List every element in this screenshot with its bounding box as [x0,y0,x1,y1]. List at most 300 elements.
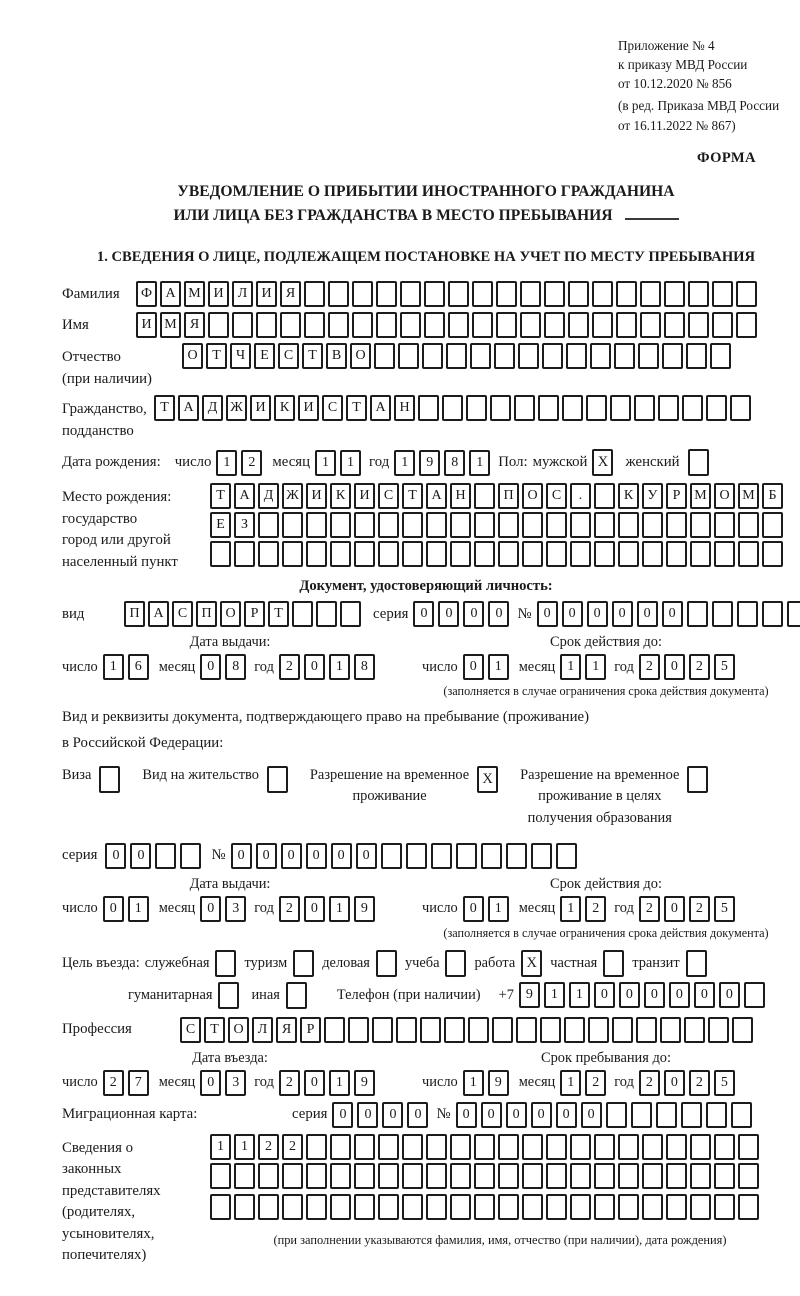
char-cell[interactable] [208,312,229,338]
char-cell[interactable] [456,843,477,869]
char-cell[interactable] [618,1163,639,1189]
char-cell[interactable]: М [184,281,205,307]
char-cell[interactable]: 2 [241,450,262,476]
char-cell[interactable] [514,395,535,421]
char-cell[interactable] [424,312,445,338]
char-cell[interactable]: О [350,343,371,369]
char-cell[interactable]: 0 [103,896,124,922]
char-cell[interactable]: 8 [444,450,465,476]
char-cell[interactable] [706,1102,727,1128]
char-cell[interactable] [666,1134,687,1160]
char-cell[interactable]: Ч [230,343,251,369]
char-cell[interactable]: Р [300,1017,321,1043]
char-cell[interactable]: 2 [689,1070,710,1096]
char-cell[interactable] [762,512,783,538]
char-cell[interactable]: 0 [331,843,352,869]
char-cell[interactable]: 0 [644,982,665,1008]
char-cell[interactable] [402,1163,423,1189]
char-cell[interactable]: 0 [256,843,277,869]
char-cell[interactable]: 1 [234,1134,255,1160]
char-cell[interactable] [450,541,471,567]
char-cell[interactable] [378,541,399,567]
char-cell[interactable] [354,1134,375,1160]
char-cell[interactable]: 0 [306,843,327,869]
char-cell[interactable]: 8 [354,654,375,680]
char-cell[interactable]: 0 [581,1102,602,1128]
char-cell[interactable]: 0 [304,896,325,922]
char-cell[interactable]: 2 [689,654,710,680]
char-cell[interactable] [664,312,685,338]
char-cell[interactable]: Т [402,483,423,509]
char-cell[interactable]: 0 [200,654,221,680]
char-cell[interactable]: Т [206,343,227,369]
char-cell[interactable] [642,1163,663,1189]
char-cell[interactable]: Д [258,483,279,509]
char-cell[interactable] [426,1163,447,1189]
char-cell[interactable] [606,1102,627,1128]
char-cell[interactable] [468,1017,489,1043]
char-cell[interactable]: 2 [639,654,660,680]
char-cell[interactable] [506,843,527,869]
char-cell[interactable] [736,312,757,338]
char-cell[interactable]: 1 [585,654,606,680]
char-cell[interactable]: 0 [463,601,484,627]
char-cell[interactable]: 3 [225,1070,246,1096]
char-cell[interactable] [498,512,519,538]
char-cell[interactable] [684,1017,705,1043]
char-cell[interactable]: 1 [488,896,509,922]
char-cell[interactable]: 1 [103,654,124,680]
char-cell[interactable] [594,541,615,567]
char-cell[interactable] [258,1163,279,1189]
char-cell[interactable] [304,312,325,338]
char-cell[interactable]: И [354,483,375,509]
char-cell[interactable] [522,1194,543,1220]
char-cell[interactable]: Я [184,312,205,338]
char-cell[interactable]: Т [204,1017,225,1043]
char-cell[interactable]: С [172,601,193,627]
char-cell[interactable]: У [642,483,663,509]
char-cell[interactable] [688,281,709,307]
char-cell[interactable] [490,395,511,421]
char-cell[interactable]: 1 [469,450,490,476]
char-cell[interactable] [522,1134,543,1160]
char-cell[interactable] [306,541,327,567]
char-cell[interactable]: Р [244,601,265,627]
char-cell[interactable] [690,1194,711,1220]
char-cell[interactable]: 0 [456,1102,477,1128]
char-cell[interactable] [690,541,711,567]
char-cell[interactable] [594,1194,615,1220]
char-cell[interactable]: 2 [689,896,710,922]
char-cell[interactable]: Н [450,483,471,509]
char-cell[interactable]: 3 [225,896,246,922]
char-cell[interactable]: П [498,483,519,509]
char-cell[interactable] [618,1194,639,1220]
char-cell[interactable]: К [330,483,351,509]
char-cell[interactable] [474,1163,495,1189]
char-cell[interactable] [376,312,397,338]
char-cell[interactable]: С [278,343,299,369]
char-cell[interactable]: 1 [544,982,565,1008]
char-cell[interactable] [664,281,685,307]
char-cell[interactable] [402,1134,423,1160]
char-cell[interactable] [542,343,563,369]
char-cell[interactable] [762,601,783,627]
char-cell[interactable]: 1 [560,654,581,680]
char-cell[interactable] [732,1017,753,1043]
char-cell[interactable] [612,1017,633,1043]
char-cell[interactable]: 0 [438,601,459,627]
char-cell[interactable] [448,312,469,338]
char-cell[interactable]: 6 [128,654,149,680]
char-cell[interactable]: И [256,281,277,307]
char-cell[interactable] [378,1163,399,1189]
purpose-other-checkbox[interactable] [286,982,307,1009]
char-cell[interactable]: О [182,343,203,369]
char-cell[interactable] [398,343,419,369]
char-cell[interactable]: 2 [103,1070,124,1096]
char-cell[interactable] [496,281,517,307]
char-cell[interactable] [708,1017,729,1043]
char-cell[interactable] [706,395,727,421]
char-cell[interactable]: И [250,395,271,421]
char-cell[interactable] [330,1163,351,1189]
char-cell[interactable] [256,312,277,338]
char-cell[interactable] [472,281,493,307]
char-cell[interactable]: С [180,1017,201,1043]
char-cell[interactable] [450,512,471,538]
char-cell[interactable] [714,1194,735,1220]
char-cell[interactable] [232,312,253,338]
char-cell[interactable] [406,843,427,869]
temp-residence-education-checkbox[interactable] [687,766,708,793]
char-cell[interactable]: О [220,601,241,627]
char-cell[interactable] [424,281,445,307]
char-cell[interactable]: С [546,483,567,509]
char-cell[interactable]: 9 [354,896,375,922]
char-cell[interactable] [690,512,711,538]
char-cell[interactable] [450,1194,471,1220]
char-cell[interactable] [681,1102,702,1128]
char-cell[interactable] [544,281,565,307]
char-cell[interactable] [376,281,397,307]
char-cell[interactable]: Т [302,343,323,369]
female-checkbox[interactable] [688,449,709,476]
char-cell[interactable] [738,1134,759,1160]
char-cell[interactable] [472,312,493,338]
purpose-business-checkbox[interactable] [376,950,397,977]
char-cell[interactable] [520,281,541,307]
char-cell[interactable] [531,843,552,869]
char-cell[interactable]: 2 [279,1070,300,1096]
char-cell[interactable] [738,541,759,567]
char-cell[interactable]: Ф [136,281,157,307]
char-cell[interactable] [498,1194,519,1220]
char-cell[interactable]: Т [154,395,175,421]
char-cell[interactable] [498,1134,519,1160]
char-cell[interactable] [562,395,583,421]
char-cell[interactable] [324,1017,345,1043]
char-cell[interactable] [330,1194,351,1220]
char-cell[interactable] [688,312,709,338]
char-cell[interactable] [330,541,351,567]
char-cell[interactable] [642,512,663,538]
char-cell[interactable]: 0 [200,1070,221,1096]
char-cell[interactable] [610,395,631,421]
char-cell[interactable]: 1 [329,896,350,922]
char-cell[interactable]: 9 [354,1070,375,1096]
char-cell[interactable] [590,343,611,369]
char-cell[interactable] [496,312,517,338]
char-cell[interactable] [762,541,783,567]
char-cell[interactable] [540,1017,561,1043]
char-cell[interactable] [426,541,447,567]
char-cell[interactable] [210,541,231,567]
char-cell[interactable] [660,1017,681,1043]
char-cell[interactable] [348,1017,369,1043]
char-cell[interactable]: 0 [587,601,608,627]
char-cell[interactable] [422,343,443,369]
char-cell[interactable] [180,843,201,869]
char-cell[interactable] [522,1163,543,1189]
char-cell[interactable] [474,1134,495,1160]
char-cell[interactable]: 0 [356,843,377,869]
char-cell[interactable] [714,1134,735,1160]
char-cell[interactable]: Я [280,281,301,307]
char-cell[interactable] [234,1194,255,1220]
char-cell[interactable]: 0 [664,1070,685,1096]
char-cell[interactable] [378,512,399,538]
char-cell[interactable] [352,312,373,338]
char-cell[interactable] [282,541,303,567]
char-cell[interactable] [372,1017,393,1043]
char-cell[interactable]: 5 [714,654,735,680]
char-cell[interactable]: 0 [669,982,690,1008]
char-cell[interactable] [568,281,589,307]
char-cell[interactable] [258,541,279,567]
char-cell[interactable]: 0 [506,1102,527,1128]
char-cell[interactable]: 0 [719,982,740,1008]
char-cell[interactable]: С [322,395,343,421]
char-cell[interactable] [448,281,469,307]
char-cell[interactable] [618,541,639,567]
char-cell[interactable] [354,541,375,567]
char-cell[interactable] [354,1194,375,1220]
char-cell[interactable]: Т [346,395,367,421]
char-cell[interactable] [730,395,751,421]
char-cell[interactable]: И [208,281,229,307]
temp-residence-checkbox[interactable]: X [477,766,498,793]
char-cell[interactable]: 2 [282,1134,303,1160]
char-cell[interactable] [636,1017,657,1043]
char-cell[interactable] [474,483,495,509]
char-cell[interactable]: 2 [585,896,606,922]
char-cell[interactable] [546,1163,567,1189]
char-cell[interactable]: 1 [569,982,590,1008]
visa-checkbox[interactable] [99,766,120,793]
char-cell[interactable] [354,1163,375,1189]
purpose-private-checkbox[interactable] [603,950,624,977]
char-cell[interactable]: 2 [279,654,300,680]
char-cell[interactable]: И [136,312,157,338]
char-cell[interactable]: К [618,483,639,509]
char-cell[interactable] [210,1194,231,1220]
char-cell[interactable] [446,343,467,369]
char-cell[interactable] [306,1194,327,1220]
char-cell[interactable] [712,601,733,627]
char-cell[interactable] [280,312,301,338]
char-cell[interactable] [306,1134,327,1160]
char-cell[interactable]: 0 [637,601,658,627]
char-cell[interactable] [738,1163,759,1189]
char-cell[interactable] [687,601,708,627]
char-cell[interactable] [210,1163,231,1189]
char-cell[interactable]: 5 [714,1070,735,1096]
char-cell[interactable]: 1 [560,896,581,922]
char-cell[interactable] [566,343,587,369]
char-cell[interactable] [738,512,759,538]
char-cell[interactable] [431,843,452,869]
char-cell[interactable]: Л [252,1017,273,1043]
char-cell[interactable] [258,1194,279,1220]
char-cell[interactable] [282,1163,303,1189]
char-cell[interactable]: И [306,483,327,509]
char-cell[interactable]: 1 [329,1070,350,1096]
char-cell[interactable]: И [298,395,319,421]
char-cell[interactable] [492,1017,513,1043]
char-cell[interactable] [330,512,351,538]
char-cell[interactable] [586,395,607,421]
char-cell[interactable] [442,395,463,421]
char-cell[interactable] [481,843,502,869]
char-cell[interactable] [426,1134,447,1160]
char-cell[interactable] [354,512,375,538]
char-cell[interactable]: О [228,1017,249,1043]
char-cell[interactable]: К [274,395,295,421]
char-cell[interactable]: 0 [488,601,509,627]
char-cell[interactable] [516,1017,537,1043]
char-cell[interactable]: М [690,483,711,509]
char-cell[interactable]: А [426,483,447,509]
char-cell[interactable]: А [370,395,391,421]
char-cell[interactable]: Е [254,343,275,369]
char-cell[interactable] [631,1102,652,1128]
char-cell[interactable]: М [738,483,759,509]
char-cell[interactable]: 0 [200,896,221,922]
char-cell[interactable]: 0 [612,601,633,627]
char-cell[interactable]: Д [202,395,223,421]
char-cell[interactable] [420,1017,441,1043]
char-cell[interactable] [658,395,679,421]
char-cell[interactable] [418,395,439,421]
char-cell[interactable] [787,601,800,627]
char-cell[interactable]: 0 [304,654,325,680]
char-cell[interactable] [592,312,613,338]
char-cell[interactable] [352,281,373,307]
char-cell[interactable] [292,601,313,627]
char-cell[interactable]: . [570,483,591,509]
char-cell[interactable]: Я [276,1017,297,1043]
char-cell[interactable]: 1 [216,450,237,476]
char-cell[interactable] [686,343,707,369]
char-cell[interactable] [518,343,539,369]
char-cell[interactable]: 0 [231,843,252,869]
char-cell[interactable] [282,512,303,538]
char-cell[interactable] [642,1134,663,1160]
purpose-humanitarian-checkbox[interactable] [218,982,239,1009]
char-cell[interactable] [634,395,655,421]
char-cell[interactable] [381,843,402,869]
char-cell[interactable]: 0 [413,601,434,627]
male-checkbox[interactable]: X [592,449,613,476]
char-cell[interactable]: 1 [463,1070,484,1096]
char-cell[interactable]: П [196,601,217,627]
char-cell[interactable] [402,1194,423,1220]
char-cell[interactable] [618,512,639,538]
char-cell[interactable] [616,312,637,338]
char-cell[interactable] [738,1194,759,1220]
char-cell[interactable]: П [124,601,145,627]
char-cell[interactable] [570,1163,591,1189]
char-cell[interactable] [328,281,349,307]
char-cell[interactable] [426,512,447,538]
purpose-official-checkbox[interactable] [215,950,236,977]
char-cell[interactable]: З [234,512,255,538]
char-cell[interactable]: 2 [258,1134,279,1160]
char-cell[interactable] [714,512,735,538]
char-cell[interactable] [564,1017,585,1043]
char-cell[interactable]: 1 [329,654,350,680]
char-cell[interactable] [666,1163,687,1189]
char-cell[interactable] [656,1102,677,1128]
char-cell[interactable] [155,843,176,869]
char-cell[interactable] [712,312,733,338]
char-cell[interactable]: 0 [531,1102,552,1128]
char-cell[interactable] [594,483,615,509]
char-cell[interactable] [666,512,687,538]
char-cell[interactable] [378,1134,399,1160]
char-cell[interactable]: 0 [130,843,151,869]
char-cell[interactable] [642,541,663,567]
char-cell[interactable]: Т [210,483,231,509]
char-cell[interactable] [592,281,613,307]
purpose-transit-checkbox[interactable] [686,950,707,977]
char-cell[interactable]: 9 [519,982,540,1008]
char-cell[interactable]: 1 [210,1134,231,1160]
char-cell[interactable] [522,512,543,538]
char-cell[interactable]: 1 [340,450,361,476]
char-cell[interactable]: А [178,395,199,421]
char-cell[interactable]: 0 [619,982,640,1008]
char-cell[interactable]: 0 [407,1102,428,1128]
char-cell[interactable] [400,281,421,307]
char-cell[interactable]: 0 [304,1070,325,1096]
char-cell[interactable]: Ж [282,483,303,509]
char-cell[interactable] [328,312,349,338]
char-cell[interactable] [258,512,279,538]
char-cell[interactable]: 0 [664,896,685,922]
char-cell[interactable]: 8 [225,654,246,680]
char-cell[interactable]: С [378,483,399,509]
char-cell[interactable]: 2 [639,1070,660,1096]
char-cell[interactable] [690,1163,711,1189]
char-cell[interactable] [378,1194,399,1220]
char-cell[interactable] [470,343,491,369]
char-cell[interactable] [714,1163,735,1189]
char-cell[interactable] [546,1134,567,1160]
char-cell[interactable] [736,281,757,307]
